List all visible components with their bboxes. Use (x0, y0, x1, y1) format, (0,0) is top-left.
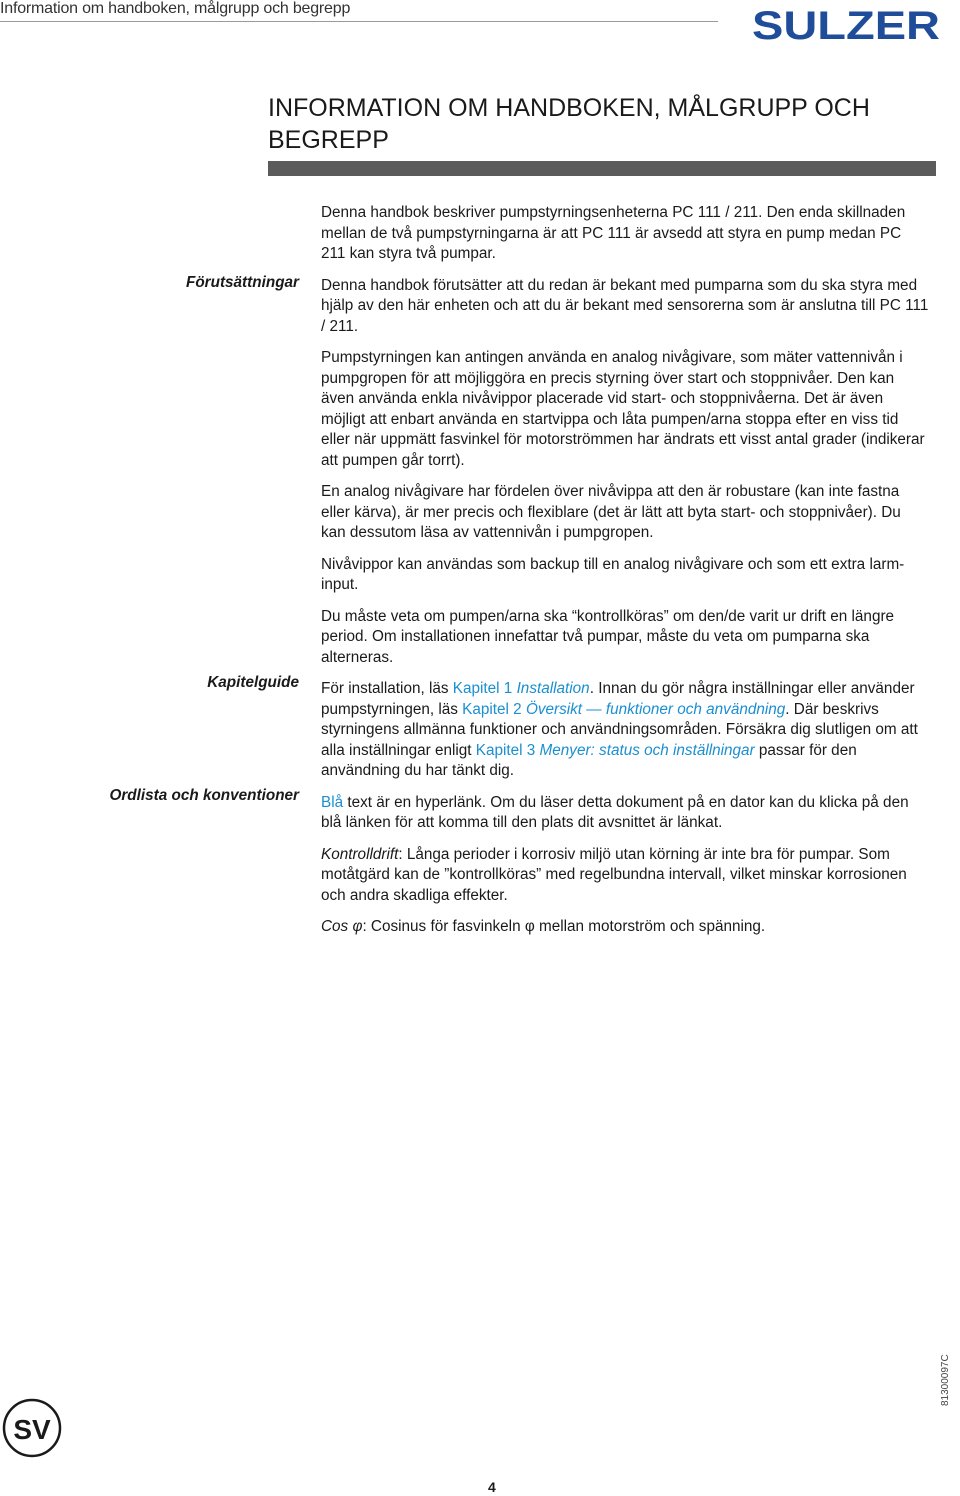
paragraph-level-sensors: Pumpstyrningen kan antingen använda en analog nivågivare, som mäter vattennivån i pumpgropen för att möjliggöra en precis styrning över start och stoppnivåer. Den kan även använda enkla nivåvippor placerade vid start- och stoppnivåerna. Det är även möjligt att enbart använda en startvippa och låta pumpen/arna stoppa efter en viss tid eller när uppmätt fasvinkel för motorströmmen har ändrats ett visst antal grader (indikerar att pumpen går torrt). (321, 349, 925, 469)
title-underline-bar (268, 161, 936, 176)
paragraph-cos-phi (321, 917, 929, 938)
running-header: Information om handboken, målgrupp och begrepp (0, 0, 351, 17)
side-label-forutsattningar: Förutsättningar (185, 274, 299, 291)
page-number: 4 (488, 1479, 496, 1495)
kontrolldrift-definition: : Långa perioder i korrosiv miljö utan körning är inte bra för pumpar. Som motåtgärd kan de ”kontrollköras” med regelbundna intervall, vilket minskar korrosionen och andra skadliga effekter. (321, 845, 907, 904)
body-text-column (321, 203, 929, 949)
side-label-ordlista: Ordlista och konventioner (109, 787, 299, 804)
page-title-line1: INFORMATION OM HANDBOKEN, MÅLGRUPP OCH (268, 94, 870, 122)
sulzer-logo (752, 4, 942, 44)
link-example-bla[interactable]: Blå (321, 793, 344, 811)
cos-phi-definition: : Cosinus för fasvinkeln φ mellan motorström och spänning. (362, 918, 766, 935)
chapter-guide-text-4: passar för den användning du har tänkt dig. (321, 741, 857, 779)
header-rule (0, 21, 718, 22)
hyperlink-convention-text: text är en hyperlänk. Om du läser detta dokument på en dator kan du klicka på den blå länken för att komma till den plats dit avsnittet är länkat. (321, 793, 909, 831)
chapter-guide-text-2: . Innan du gör några inställningar eller använder pumpstyrningen, läs (321, 680, 915, 718)
page-title-line2: BEGREPP (268, 126, 389, 154)
chapter-guide-text-3: . Där beskrivs styrningens allmänna funktioner och användningsområden. Försäkra dig slutligen om att alla inställningar enligt (321, 700, 918, 759)
side-label-kapitelguide: Kapitelguide (207, 674, 299, 691)
paragraph-kontrolldrift (321, 845, 929, 907)
term-cos-phi: Cos φ (321, 918, 363, 935)
page-title (268, 92, 928, 156)
paragraph-chapter-guide (321, 679, 929, 782)
paragraph-intro: Denna handbok beskriver pumpstyrningsenheterna PC 111 / 211. Den enda skillnaden mellan de två pumpstyrningarna är att PC 111 är avsedd att styra en pump medan PC 211 kan styra två pumpar. (321, 204, 906, 262)
paragraph-hyperlink-convention (321, 793, 929, 834)
link-chapter-1[interactable]: Kapitel 1 Installation (452, 680, 590, 697)
paragraph-float-switches: Nivåvippor kan användas som backup till en analog nivågivare och som ett extra larm-input. (321, 555, 905, 593)
language-badge-sv (2, 1398, 62, 1458)
logo-text: SULZER (752, 4, 941, 44)
chapter-guide-text-1: För installation, läs (321, 680, 453, 697)
document-code: 81300097C (940, 1354, 951, 1406)
link-chapter-3[interactable]: Kapitel 3 Menyer: status och inställningar (475, 741, 755, 759)
paragraph-analog-sensor: En analog nivågivare har fördelen över nivåvippa att den är robustare (kan inte fastna eller kärva), är mer precis och flexiblare (det är lätt att byta start- och stoppnivåer). Du kan dessutom läsa av vattennivån i pumpgropen. (321, 483, 901, 541)
link-chapter-2[interactable]: Kapitel 2 Översikt — funktioner och användning (462, 700, 786, 718)
language-badge-text: SV (13, 1414, 51, 1445)
term-kontrolldrift: Kontrolldrift (321, 845, 399, 863)
paragraph-exercise-alternate: Du måste veta om pumpen/arna ska “kontrollköras” om den/de varit ur drift en längre period. Om installationen innefattar två pumpar, måste du veta om pumparna ska alterneras. (321, 607, 895, 666)
paragraph-prerequisites: Denna handbok förutsätter att du redan är bekant med pumparna som du ska styra med hjälp av den här enheten och att du är bekant med sensorerna som är anslutna till PC 111 / 211. (321, 276, 929, 335)
